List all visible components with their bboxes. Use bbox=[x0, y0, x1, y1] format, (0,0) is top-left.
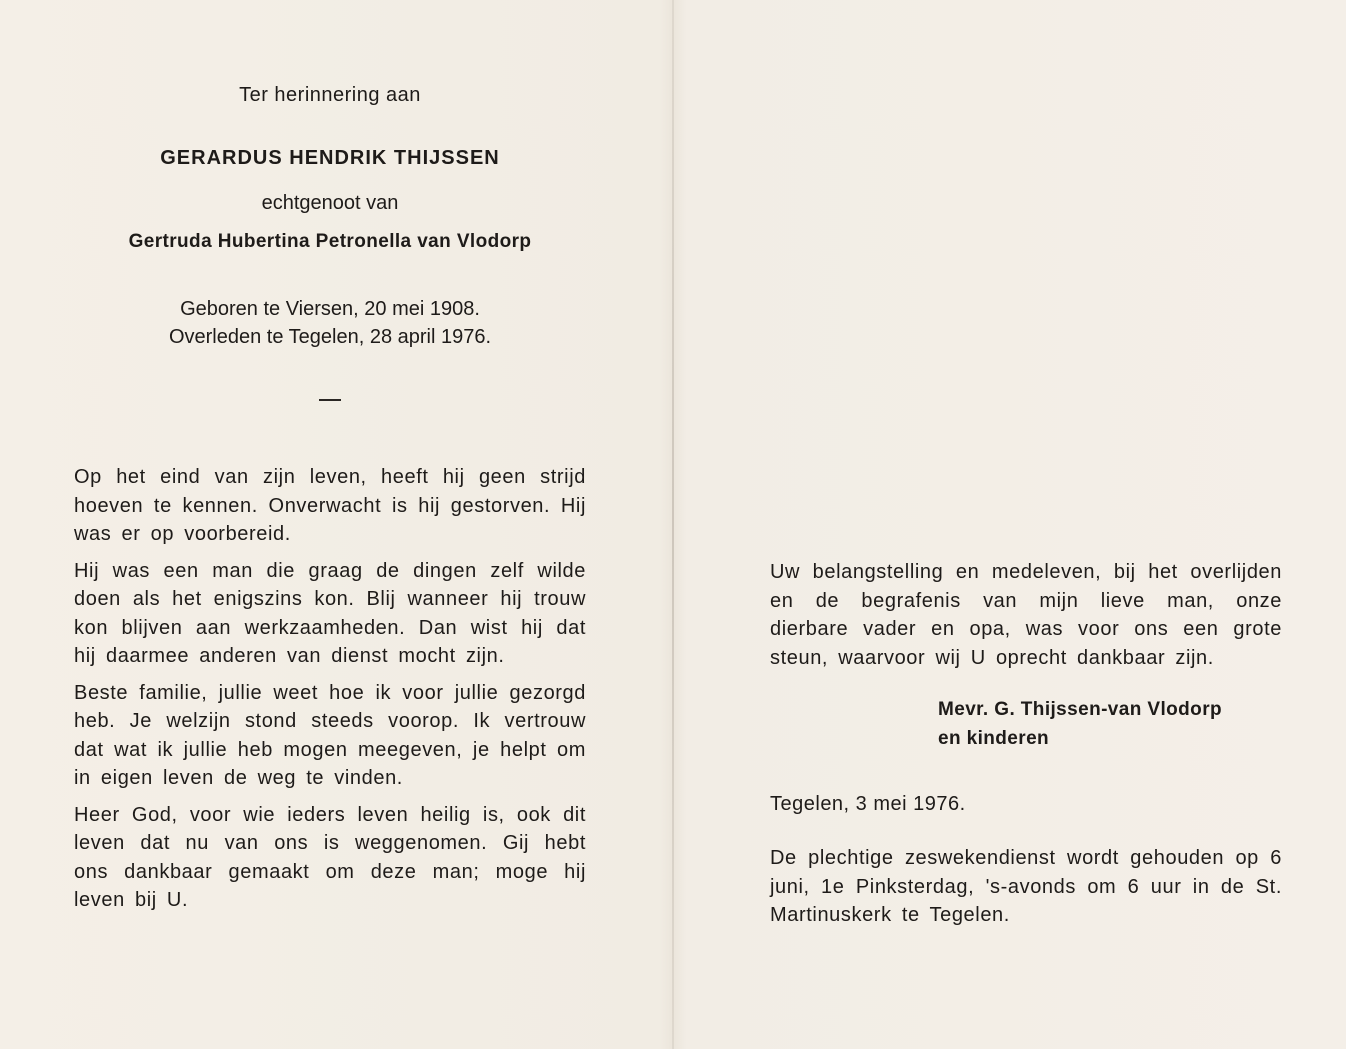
divider-dash bbox=[319, 399, 341, 401]
spouse-label: echtgenoot van bbox=[261, 192, 399, 214]
spouse-name: Gertruda Hubertina Petronella van Vlodorp bbox=[128, 231, 532, 252]
paragraph-2: Hij was een man die graag de dingen zelf wilde doen als het enigszins kon. Blij wanneer hij trouw kon blijven aan werkzaamheden. Dan wist hij dat hij daarmee anderen van dienst mocht zijn. bbox=[74, 559, 586, 667]
paragraph-4: Heer God, voor wie ieders leven heilig is, ook dit leven dat nu van ons is weggenomen. Gij hebt ons dankbaar gemaakt om deze man; moge hij leven bij U. bbox=[74, 803, 586, 911]
thanks-paragraph: Uw belangstelling en medeleven, bij het overlijden en de begrafenis van mijn lieve man, onze dierbare vader en opa, was voor ons een grote steun, waarvoor wij U oprecht dankbaar zijn. bbox=[770, 561, 1282, 669]
signature-line-1: Mevr. G. Thijssen-van Vlodorp bbox=[938, 699, 1222, 720]
place-date: Tegelen, 3 mei 1976. bbox=[770, 793, 966, 815]
intro-text: Ter herinnering aan bbox=[239, 84, 421, 106]
paragraph-1: Op het eind van zijn leven, heeft hij geen strijd hoeven te kennen. Onverwacht is hij gestorven. Hij was er op voorbereid. bbox=[74, 466, 586, 545]
deceased-name: GERARDUS HENDRIK THIJSSEN bbox=[160, 147, 500, 169]
card-fold bbox=[672, 0, 674, 1049]
signature bbox=[938, 696, 1282, 753]
death-line: Overleden te Tegelen, 28 april 1976. bbox=[168, 326, 492, 348]
left-panel bbox=[74, 84, 586, 923]
life-dates bbox=[74, 295, 586, 351]
birth-line: Geboren te Viersen, 20 mei 1908. bbox=[180, 298, 480, 320]
signature-line-2: en kinderen bbox=[938, 727, 1050, 749]
service-paragraph: De plechtige zeswekendienst wordt gehouden op 6 juni, 1e Pinksterdag, 's-avonds om 6 uur in de St. Martinuskerk te Tegelen. bbox=[770, 847, 1282, 926]
right-panel bbox=[770, 558, 1282, 938]
paragraph-3: Beste familie, jullie weet hoe ik voor jullie gezorgd heb. Je welzijn stond steeds voorop. Ik vertrouw dat wat ik jullie heb mogen meegeven, je helpt om in eigen leven de weg te vinden. bbox=[74, 681, 586, 789]
